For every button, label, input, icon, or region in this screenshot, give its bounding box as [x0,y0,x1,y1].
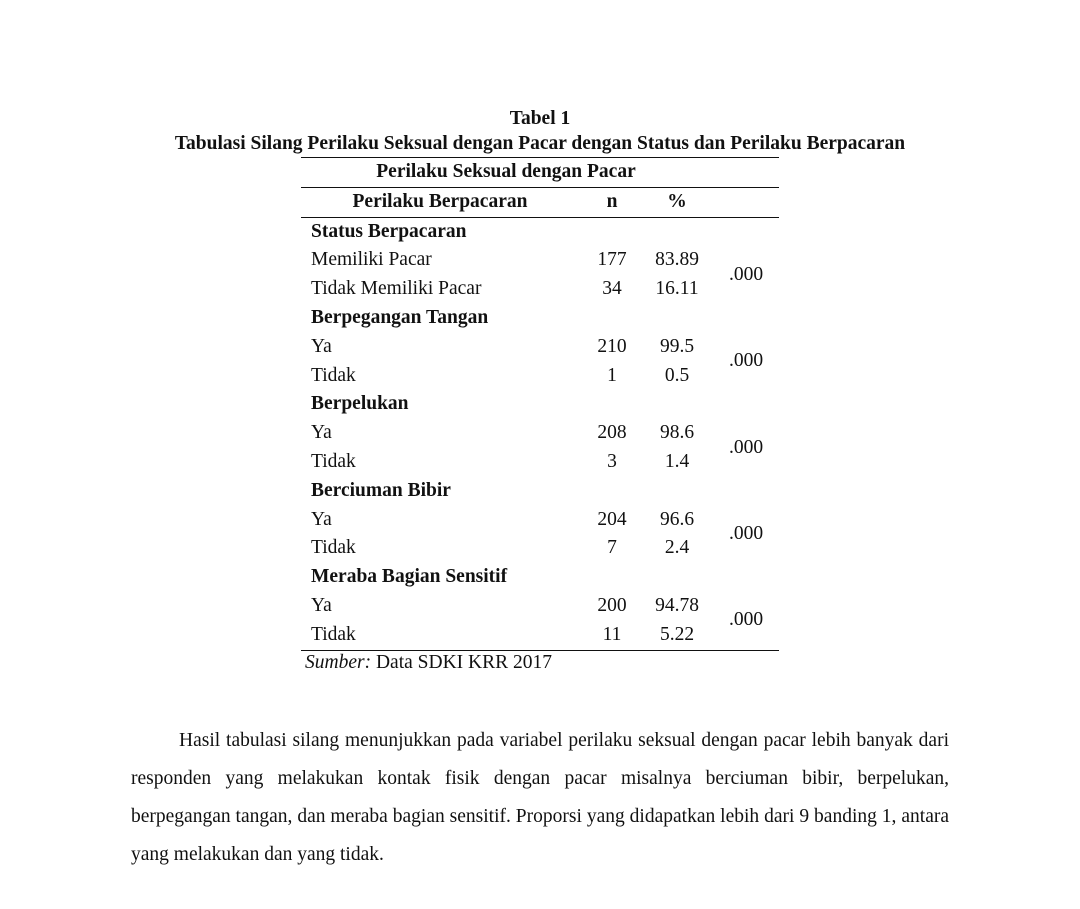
table-row [301,246,779,275]
table-top-header-row [301,158,779,187]
section-title-row [301,563,779,592]
col-header-label: Perilaku Berpacaran [352,190,528,212]
table-row [301,448,779,477]
row-n: 1 [607,364,617,386]
body-paragraph: Hasil tabulasi silang menunjukkan pada variabel perilaku seksual dengan pacar lebih banyak dari responden yang melakukan kontak fisik dengan pacar misalnya berciuman bibir, berpelukan, berpegangan tangan, dan meraba bagian sensitif. Proporsi yang didapatkan lebih dari 9 banding 1, antara yang melakukan dan yang tidak. [131,730,949,865]
row-pct: 98.6 [659,422,695,444]
section-title: Meraba Bagian Sensitif [311,566,508,588]
row-label: Ya [311,422,332,444]
col-header-n: n [606,190,618,212]
section-data-group [301,592,779,650]
row-label: Tidak [311,450,356,472]
section-data-group [301,419,779,477]
p-value: .000 [728,522,764,544]
section-title-row [301,304,779,333]
table-body [301,218,779,650]
section-title: Berpegangan Tangan [311,306,489,328]
table-row [301,419,779,448]
section-data-group [301,246,779,304]
top-header: Perilaku Seksual dengan Pacar [376,161,636,182]
section-data-group [301,506,779,564]
table-row [301,275,779,304]
section-title: Berpelukan [311,393,409,415]
row-label: Tidak [311,623,356,645]
row-label: Ya [311,508,332,530]
row-pct: 0.5 [664,364,690,386]
row-n: 3 [607,450,617,472]
p-value: .000 [728,609,764,631]
row-label: Memiliki Pacar [311,249,432,271]
section-title-row [301,390,779,419]
row-pct: 2.4 [664,537,690,559]
table-bottom-rule [301,650,779,651]
p-value: .000 [728,350,764,372]
table-row [301,534,779,563]
table-source [305,652,552,674]
row-n: 204 [597,508,627,530]
source-label: Sumber: [305,652,372,673]
source-text: Data SDKI KRR 2017 [371,652,552,673]
section-title-row [301,477,779,506]
table-row [301,506,779,535]
row-pct: 1.4 [664,450,690,472]
table-row [301,621,779,650]
row-pct: 94.78 [655,594,699,616]
column-header-row [301,188,779,217]
table-number: Tabel 1 [509,108,571,129]
section-title: Status Berpacaran [311,220,467,242]
table-title: Tabulasi Silang Perilaku Seksual dengan Pacar dengan Status dan Perilaku Berpacaran [174,133,906,154]
row-pct: 83.89 [655,249,699,271]
table-row [301,333,779,362]
row-n: 200 [597,594,627,616]
row-label: Tidak [311,364,356,386]
section-title: Berciuman Bibir [311,479,451,501]
row-pct: 96.6 [659,508,695,530]
row-label: Tidak Memiliki Pacar [311,278,482,300]
row-n: 11 [602,623,622,645]
row-pct: 5.22 [659,623,695,645]
row-pct: 16.11 [655,278,699,300]
cross-tabulation-table [301,157,779,651]
row-n: 177 [597,249,627,271]
row-n: 208 [597,422,627,444]
col-header-pct: % [667,190,687,212]
table-row [301,592,779,621]
row-label: Ya [311,594,332,616]
row-n: 7 [607,537,617,559]
row-label: Ya [311,335,332,357]
row-label: Tidak [311,537,356,559]
table-row [301,362,779,391]
p-value: .000 [728,263,764,285]
row-n: 210 [597,335,627,357]
section-title-row [301,218,779,247]
section-data-group [301,333,779,391]
row-pct: 99.5 [659,335,695,357]
p-value: .000 [728,436,764,458]
row-n: 34 [602,278,622,300]
